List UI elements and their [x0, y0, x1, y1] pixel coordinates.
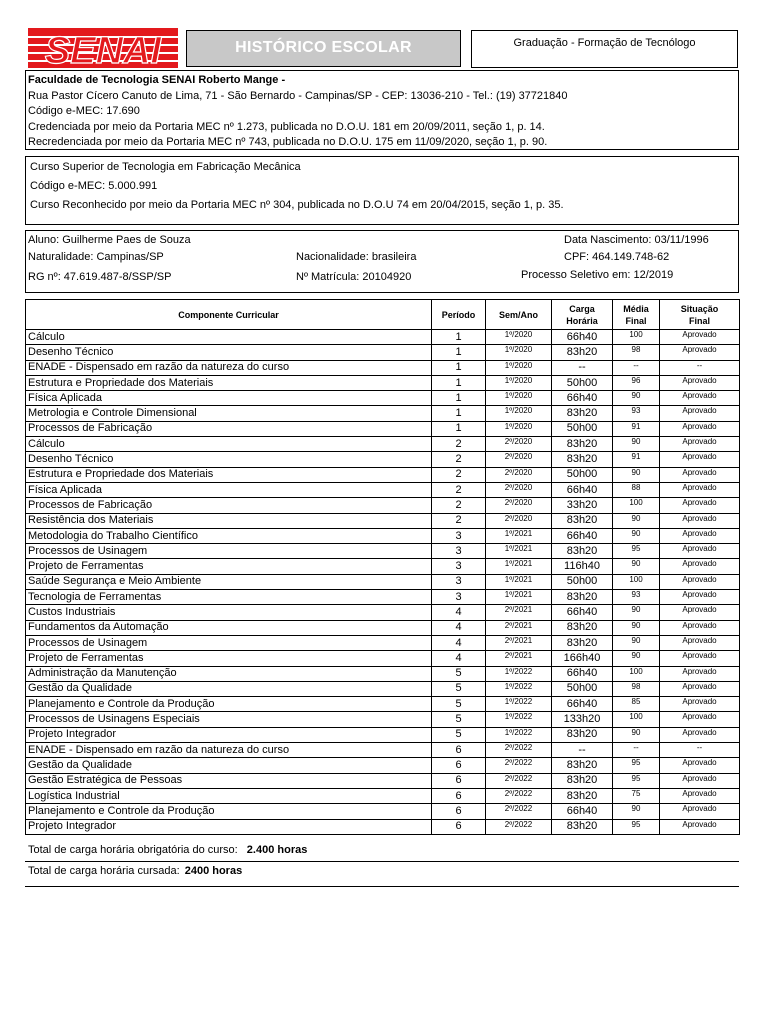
- cell-component: Planejamento e Controle da Produção: [26, 804, 432, 819]
- cell-hours: --: [552, 743, 613, 758]
- cell-status: Aprovado: [660, 758, 740, 773]
- cell-grade: 96: [613, 375, 660, 390]
- cell-component: Física Aplicada: [26, 482, 432, 497]
- cell-hours: 166h40: [552, 651, 613, 666]
- cell-period: 5: [432, 712, 486, 727]
- student-birth-date: Data Nascimento: 03/11/1996: [564, 234, 709, 246]
- cell-component: Metrologia e Controle Dimensional: [26, 406, 432, 421]
- cell-status: Aprovado: [660, 421, 740, 436]
- cell-grade: 90: [613, 559, 660, 574]
- table-row: [26, 758, 740, 773]
- student-nationality: Nacionalidade: brasileira: [296, 251, 417, 263]
- cell-status: Aprovado: [660, 345, 740, 360]
- course-name: Curso Superior de Tecnologia em Fabricação Mecânica: [30, 161, 301, 173]
- table-row: [26, 467, 740, 482]
- table-row: [26, 605, 740, 620]
- cell-hours: 83h20: [552, 819, 613, 834]
- cell-period: 1: [432, 406, 486, 421]
- table-row: [26, 819, 740, 834]
- cell-status: Aprovado: [660, 498, 740, 513]
- cell-semester: 1º/2020: [486, 360, 552, 375]
- cell-status: Aprovado: [660, 375, 740, 390]
- cell-semester: 1º/2021: [486, 590, 552, 605]
- cell-period: 3: [432, 559, 486, 574]
- cell-status: Aprovado: [660, 482, 740, 497]
- cell-hours: 50h00: [552, 467, 613, 482]
- senai-logo-text: SENAI: [44, 30, 162, 68]
- student-birthplace: Naturalidade: Campinas/SP: [28, 251, 164, 263]
- cell-period: 1: [432, 330, 486, 345]
- student-name: Aluno: Guilherme Paes de Souza: [28, 234, 191, 246]
- cell-semester: 1º/2022: [486, 727, 552, 742]
- cell-grade: 93: [613, 406, 660, 421]
- cell-status: Aprovado: [660, 605, 740, 620]
- cell-status: Aprovado: [660, 574, 740, 589]
- cell-grade: 98: [613, 681, 660, 696]
- table-row: [26, 773, 740, 788]
- cell-component: Saúde Segurança e Meio Ambiente: [26, 574, 432, 589]
- cell-component: Processos de Usinagem: [26, 544, 432, 559]
- cell-hours: 133h20: [552, 712, 613, 727]
- cell-status: Aprovado: [660, 681, 740, 696]
- cell-status: Aprovado: [660, 437, 740, 452]
- cell-component: Estrutura e Propriedade dos Materiais: [26, 375, 432, 390]
- total-required-hours: [25, 844, 739, 856]
- cell-hours: 50h00: [552, 421, 613, 436]
- cell-grade: 90: [613, 513, 660, 528]
- cell-hours: 83h20: [552, 452, 613, 467]
- senai-logo-graphic: [28, 28, 178, 68]
- cell-status: Aprovado: [660, 330, 740, 345]
- cell-hours: 33h20: [552, 498, 613, 513]
- cell-semester: 2º/2022: [486, 758, 552, 773]
- cell-period: 5: [432, 681, 486, 696]
- cell-grade: 95: [613, 758, 660, 773]
- institution-section: [25, 70, 739, 150]
- cell-period: 2: [432, 482, 486, 497]
- cell-component: ENADE - Dispensado em razão da natureza do curso: [26, 360, 432, 375]
- table-row: [26, 574, 740, 589]
- cell-component: Estrutura e Propriedade dos Materiais: [26, 467, 432, 482]
- header-grade-line2: Final: [625, 315, 647, 326]
- table-row: [26, 360, 740, 375]
- cell-status: Aprovado: [660, 819, 740, 834]
- cell-hours: 83h20: [552, 544, 613, 559]
- table-row: [26, 681, 740, 696]
- cell-hours: 66h40: [552, 528, 613, 543]
- cell-status: Aprovado: [660, 452, 740, 467]
- cell-grade: 100: [613, 330, 660, 345]
- cell-status: Aprovado: [660, 620, 740, 635]
- cell-status: Aprovado: [660, 513, 740, 528]
- cell-period: 5: [432, 697, 486, 712]
- cell-grade: 90: [613, 804, 660, 819]
- cell-status: Aprovado: [660, 727, 740, 742]
- cell-hours: --: [552, 360, 613, 375]
- table-row: [26, 528, 740, 543]
- cell-status: Aprovado: [660, 406, 740, 421]
- table-row: [26, 482, 740, 497]
- cell-component: Planejamento e Controle da Produção: [26, 697, 432, 712]
- table-row: [26, 743, 740, 758]
- cell-period: 3: [432, 574, 486, 589]
- cell-component: Processos de Usinagem: [26, 635, 432, 650]
- cell-hours: 83h20: [552, 437, 613, 452]
- cell-component: Resistência dos Materiais: [26, 513, 432, 528]
- total-completed-label: Total de carga horária cursada:: [28, 865, 180, 877]
- table-row: [26, 666, 740, 681]
- institution-reaccreditation: Recredenciada por meio da Portaria MEC nº 743, publicada no D.O.U. 175 em 11/09/2020, seção 1, p. 90.: [28, 136, 548, 149]
- cell-semester: 1º/2021: [486, 544, 552, 559]
- cell-semester: 1º/2020: [486, 330, 552, 345]
- cell-grade: 85: [613, 697, 660, 712]
- cell-grade: 100: [613, 574, 660, 589]
- course-recognition: Curso Reconhecido por meio da Portaria MEC nº 304, publicada no D.O.U 74 em 20/04/2015, seção 1, p. 35.: [30, 199, 564, 211]
- cell-grade: 90: [613, 635, 660, 650]
- institution-emec: Código e-MEC: 17.690: [28, 105, 140, 118]
- cell-component: Física Aplicada: [26, 391, 432, 406]
- cell-period: 6: [432, 743, 486, 758]
- table-row: [26, 452, 740, 467]
- header-grade: [613, 300, 660, 330]
- cell-period: 6: [432, 819, 486, 834]
- table-row: [26, 330, 740, 345]
- cell-component: Processos de Usinagens Especiais: [26, 712, 432, 727]
- table-row: [26, 559, 740, 574]
- grades-body: [26, 330, 740, 835]
- cell-hours: 66h40: [552, 666, 613, 681]
- cell-period: 6: [432, 788, 486, 803]
- table-row: [26, 635, 740, 650]
- table-row: [26, 513, 740, 528]
- cell-hours: 83h20: [552, 788, 613, 803]
- header-hours-line1: Carga: [569, 303, 595, 314]
- cell-hours: 50h00: [552, 681, 613, 696]
- cell-grade: 90: [613, 391, 660, 406]
- cell-hours: 83h20: [552, 590, 613, 605]
- cell-status: Aprovado: [660, 697, 740, 712]
- cell-hours: 83h20: [552, 620, 613, 635]
- cell-status: Aprovado: [660, 804, 740, 819]
- total-completed-value: 2400 horas: [184, 865, 243, 877]
- cell-component: Desenho Técnico: [26, 452, 432, 467]
- cell-period: 6: [432, 773, 486, 788]
- cell-semester: 2º/2022: [486, 804, 552, 819]
- cell-status: Aprovado: [660, 391, 740, 406]
- header-status-line2: Final: [688, 315, 710, 326]
- cell-period: 2: [432, 467, 486, 482]
- table-row: [26, 651, 740, 666]
- header-status: [660, 300, 740, 330]
- cell-component: Processos de Fabricação: [26, 421, 432, 436]
- cell-hours: 66h40: [552, 482, 613, 497]
- cell-status: Aprovado: [660, 544, 740, 559]
- cell-status: Aprovado: [660, 651, 740, 666]
- table-row: [26, 697, 740, 712]
- cell-grade: --: [613, 360, 660, 375]
- cell-hours: 66h40: [552, 605, 613, 620]
- cell-semester: 2º/2021: [486, 605, 552, 620]
- document-title: HISTÓRICO ESCOLAR: [186, 30, 461, 67]
- cell-component: ENADE - Dispensado em razão da natureza do curso: [26, 743, 432, 758]
- table-row: [26, 406, 740, 421]
- cell-period: 3: [432, 544, 486, 559]
- cell-semester: 2º/2021: [486, 620, 552, 635]
- student-selection-process: Processo Seletivo em: 12/2019: [521, 269, 674, 281]
- cell-component: Projeto de Ferramentas: [26, 559, 432, 574]
- grades-table: [25, 299, 740, 835]
- cell-semester: 1º/2021: [486, 559, 552, 574]
- header-component: Componente Curricular: [26, 300, 432, 330]
- cell-period: 3: [432, 590, 486, 605]
- cell-hours: 83h20: [552, 635, 613, 650]
- cell-grade: 93: [613, 590, 660, 605]
- header-semester: Sem/Ano: [486, 300, 552, 330]
- cell-semester: 2º/2020: [486, 513, 552, 528]
- cell-period: 4: [432, 635, 486, 650]
- cell-component: Gestão Estratégica de Pessoas: [26, 773, 432, 788]
- cell-component: Projeto de Ferramentas: [26, 651, 432, 666]
- cell-component: Custos Industriais: [26, 605, 432, 620]
- institution-address: Rua Pastor Cícero Canuto de Lima, 71 - São Bernardo - Campinas/SP - CEP: 13036-210 - Tel.: (19) 37721840: [28, 89, 568, 102]
- cell-hours: 83h20: [552, 727, 613, 742]
- cell-period: 4: [432, 651, 486, 666]
- institution-name: Faculdade de Tecnologia SENAI Roberto Mange -: [28, 74, 286, 86]
- table-row: [26, 391, 740, 406]
- cell-grade: 100: [613, 712, 660, 727]
- cell-period: 4: [432, 605, 486, 620]
- cell-component: Cálculo: [26, 437, 432, 452]
- header-status-line1: Situação: [680, 303, 719, 314]
- cell-status: Aprovado: [660, 788, 740, 803]
- table-row: [26, 345, 740, 360]
- cell-grade: 88: [613, 482, 660, 497]
- course-section: [25, 156, 739, 225]
- cell-semester: 1º/2022: [486, 666, 552, 681]
- table-row: [26, 498, 740, 513]
- cell-semester: 1º/2022: [486, 697, 552, 712]
- cell-grade: 95: [613, 773, 660, 788]
- cell-grade: 90: [613, 528, 660, 543]
- divider: [25, 861, 739, 862]
- cell-semester: 2º/2021: [486, 651, 552, 666]
- cell-hours: 83h20: [552, 345, 613, 360]
- cell-period: 2: [432, 513, 486, 528]
- cell-status: Aprovado: [660, 467, 740, 482]
- cell-hours: 83h20: [552, 406, 613, 421]
- total-required-label: Total de carga horária obrigatória do curso:: [28, 844, 238, 856]
- cell-component: Projeto Integrador: [26, 727, 432, 742]
- cell-component: Tecnologia de Ferramentas: [26, 590, 432, 605]
- cell-period: 1: [432, 391, 486, 406]
- cell-component: Desenho Técnico: [26, 345, 432, 360]
- cell-status: Aprovado: [660, 635, 740, 650]
- cell-status: Aprovado: [660, 528, 740, 543]
- institution-accreditation: Credenciada por meio da Portaria MEC nº 1.273, publicada no D.O.U. 181 em 20/09/2011, seção 1, p. 14.: [28, 120, 545, 133]
- table-header-row: [26, 300, 740, 330]
- cell-grade: 90: [613, 437, 660, 452]
- cell-hours: 83h20: [552, 513, 613, 528]
- table-row: [26, 712, 740, 727]
- cell-semester: 1º/2020: [486, 375, 552, 390]
- table-row: [26, 727, 740, 742]
- course-emec: Código e-MEC: 5.000.991: [30, 180, 158, 192]
- header-grade-line1: Média: [623, 303, 649, 314]
- cell-grade: 75: [613, 788, 660, 803]
- cell-grade: 95: [613, 544, 660, 559]
- student-registration: Nº Matrícula: 20104920: [296, 271, 412, 283]
- cell-semester: 1º/2020: [486, 391, 552, 406]
- cell-hours: 83h20: [552, 758, 613, 773]
- cell-component: Metodologia do Trabalho Científico: [26, 528, 432, 543]
- cell-period: 6: [432, 804, 486, 819]
- table-row: [26, 544, 740, 559]
- cell-semester: 1º/2022: [486, 681, 552, 696]
- cell-semester: 2º/2020: [486, 498, 552, 513]
- header-period: Período: [432, 300, 486, 330]
- cell-hours: 66h40: [552, 697, 613, 712]
- cell-grade: 90: [613, 651, 660, 666]
- cell-semester: 1º/2020: [486, 345, 552, 360]
- total-completed-hours: [25, 865, 739, 877]
- cell-hours: 66h40: [552, 391, 613, 406]
- cell-component: Administração da Manutenção: [26, 666, 432, 681]
- cell-period: 1: [432, 421, 486, 436]
- cell-semester: 2º/2022: [486, 743, 552, 758]
- cell-status: Aprovado: [660, 773, 740, 788]
- cell-status: Aprovado: [660, 666, 740, 681]
- senai-logo: [28, 28, 178, 68]
- header-hours: [552, 300, 613, 330]
- cell-period: 2: [432, 498, 486, 513]
- table-row: [26, 804, 740, 819]
- cell-grade: 95: [613, 819, 660, 834]
- cell-status: --: [660, 360, 740, 375]
- cell-semester: 1º/2020: [486, 406, 552, 421]
- cell-component: Processos de Fabricação: [26, 498, 432, 513]
- cell-component: Fundamentos da Automação: [26, 620, 432, 635]
- cell-semester: 2º/2021: [486, 635, 552, 650]
- cell-component: Gestão da Qualidade: [26, 681, 432, 696]
- cell-period: 1: [432, 375, 486, 390]
- cell-hours: 66h40: [552, 330, 613, 345]
- cell-hours: 83h20: [552, 773, 613, 788]
- cell-semester: 2º/2020: [486, 482, 552, 497]
- cell-period: 2: [432, 437, 486, 452]
- header-hours-line2: Horária: [566, 315, 598, 326]
- cell-semester: 2º/2020: [486, 452, 552, 467]
- student-cpf: CPF: 464.149.748-62: [564, 251, 670, 263]
- cell-grade: --: [613, 743, 660, 758]
- cell-semester: 2º/2022: [486, 788, 552, 803]
- table-row: [26, 788, 740, 803]
- cell-period: 3: [432, 528, 486, 543]
- cell-grade: 90: [613, 467, 660, 482]
- cell-semester: 2º/2022: [486, 819, 552, 834]
- student-section: [25, 230, 739, 293]
- table-row: [26, 421, 740, 436]
- cell-status: Aprovado: [660, 559, 740, 574]
- cell-grade: 100: [613, 666, 660, 681]
- cell-period: 1: [432, 360, 486, 375]
- cell-period: 6: [432, 758, 486, 773]
- cell-grade: 91: [613, 421, 660, 436]
- cell-component: Logística Industrial: [26, 788, 432, 803]
- table-row: [26, 437, 740, 452]
- table-row: [26, 620, 740, 635]
- degree-type: Graduação - Formação de Tecnólogo: [471, 30, 738, 68]
- cell-hours: 116h40: [552, 559, 613, 574]
- cell-semester: 2º/2022: [486, 773, 552, 788]
- cell-hours: 66h40: [552, 804, 613, 819]
- cell-status: Aprovado: [660, 590, 740, 605]
- cell-grade: 90: [613, 727, 660, 742]
- cell-semester: 1º/2022: [486, 712, 552, 727]
- cell-period: 5: [432, 666, 486, 681]
- cell-period: 5: [432, 727, 486, 742]
- student-rg: RG nº: 47.619.487-8/SSP/SP: [28, 271, 172, 283]
- table-row: [26, 375, 740, 390]
- cell-grade: 91: [613, 452, 660, 467]
- cell-semester: 1º/2021: [486, 528, 552, 543]
- cell-grade: 90: [613, 620, 660, 635]
- table-row: [26, 590, 740, 605]
- cell-period: 4: [432, 620, 486, 635]
- cell-component: Gestão da Qualidade: [26, 758, 432, 773]
- cell-semester: 1º/2020: [486, 421, 552, 436]
- cell-period: 2: [432, 452, 486, 467]
- cell-period: 1: [432, 345, 486, 360]
- cell-status: --: [660, 743, 740, 758]
- cell-semester: 1º/2021: [486, 574, 552, 589]
- cell-semester: 2º/2020: [486, 437, 552, 452]
- cell-hours: 50h00: [552, 574, 613, 589]
- divider: [25, 886, 739, 887]
- total-required-value: 2.400 horas: [246, 844, 308, 856]
- cell-status: Aprovado: [660, 712, 740, 727]
- cell-grade: 98: [613, 345, 660, 360]
- cell-grade: 100: [613, 498, 660, 513]
- cell-hours: 50h00: [552, 375, 613, 390]
- cell-component: Cálculo: [26, 330, 432, 345]
- cell-grade: 90: [613, 605, 660, 620]
- cell-semester: 2º/2020: [486, 467, 552, 482]
- cell-component: Projeto Integrador: [26, 819, 432, 834]
